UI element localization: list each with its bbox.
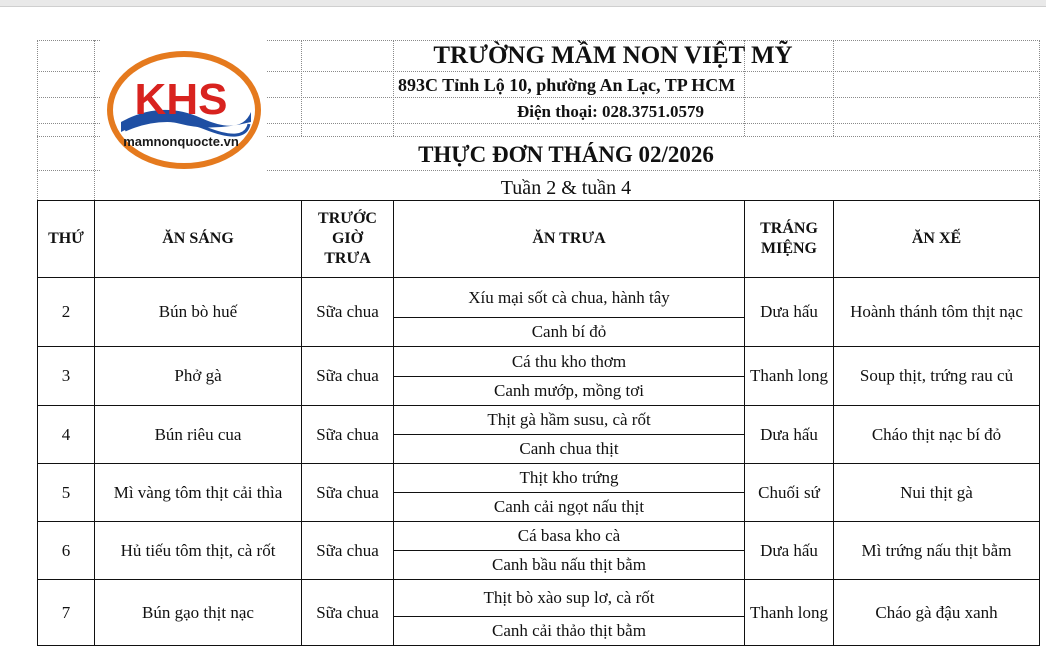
cell-lunch-soup: Canh cải ngọt nấu thịt <box>394 493 745 522</box>
cell-lunch-main: Xíu mại sốt cà chua, hành tây <box>394 278 745 318</box>
cell-snack: Cháo thịt nạc bí đỏ <box>834 406 1040 464</box>
cell-breakfast: Hủ tiếu tôm thịt, cà rốt <box>95 522 302 580</box>
cell-lunch-soup: Canh mướp, mồng tơi <box>394 377 745 406</box>
cell-day: 4 <box>38 406 95 464</box>
cell-before-lunch: Sữa chua <box>302 278 394 347</box>
cell-lunch-soup: Canh chua thịt <box>394 435 745 464</box>
cell-lunch-soup: Canh cải thảo thịt bằm <box>394 617 745 646</box>
cell-lunch-soup: Canh bầu nấu thịt bằm <box>394 551 745 580</box>
cell-dessert: Chuối sứ <box>745 464 834 522</box>
menu-week: Tuần 2 & tuần 4 <box>500 177 632 199</box>
col-breakfast: ĂN SÁNG <box>95 201 302 278</box>
cell-snack: Cháo gà đậu xanh <box>834 580 1040 646</box>
cell-lunch-main: Thịt kho trứng <box>394 464 745 493</box>
menu-title: THỰC ĐƠN THÁNG 02/2026 <box>418 142 714 167</box>
cell-dessert: Dưa hấu <box>745 522 834 580</box>
cell-lunch-main: Thịt bò xào sup lơ, cà rốt <box>394 580 745 617</box>
cell-lunch-main: Thịt gà hầm susu, cà rốt <box>394 406 745 435</box>
school-address: 893C Tỉnh Lộ 10, phường An Lạc, TP HCM <box>398 75 736 95</box>
cell-day: 2 <box>38 278 95 347</box>
table-header-row <box>38 201 1040 278</box>
cell-breakfast: Mì vàng tôm thịt cải thìa <box>95 464 302 522</box>
cell-snack: Hoành thánh tôm thịt nạc <box>834 278 1040 347</box>
cell-dessert: Thanh long <box>745 580 834 646</box>
table-row <box>38 580 1040 617</box>
cell-snack: Mì trứng nấu thịt bằm <box>834 522 1040 580</box>
col-dessert: TRÁNG MIỆNG <box>745 201 834 278</box>
col-snack: ĂN XẾ <box>834 201 1040 278</box>
cell-day: 7 <box>38 580 95 646</box>
school-phone: Điện thoại: 028.3751.0579 <box>517 102 704 121</box>
cell-day: 3 <box>38 347 95 406</box>
cell-before-lunch: Sữa chua <box>302 406 394 464</box>
table-row <box>38 347 1040 377</box>
cell-lunch-soup: Canh bí đỏ <box>394 318 745 347</box>
cell-before-lunch: Sữa chua <box>302 347 394 406</box>
cell-dessert: Dưa hấu <box>745 406 834 464</box>
school-name: TRƯỜNG MẦM NON VIỆT MỸ <box>433 42 793 69</box>
col-before-lunch: TRƯỚC GIỜ TRƯA <box>302 201 394 278</box>
svg-text:mamnonquocte.vn: mamnonquocte.vn <box>123 134 239 149</box>
school-logo <box>101 40 267 178</box>
cell-lunch-main: Cá basa kho cà <box>394 522 745 551</box>
cell-before-lunch: Sữa chua <box>302 580 394 646</box>
cell-day: 5 <box>38 464 95 522</box>
table-row <box>38 278 1040 318</box>
cell-snack: Nui thịt gà <box>834 464 1040 522</box>
table-row <box>38 406 1040 435</box>
col-day: THỨ <box>38 201 95 278</box>
cell-breakfast: Bún gạo thịt nạc <box>95 580 302 646</box>
col-lunch: ĂN TRƯA <box>394 201 745 278</box>
cell-dessert: Dưa hấu <box>745 278 834 347</box>
menu-table <box>37 200 1040 646</box>
svg-text:KHS: KHS <box>134 75 228 124</box>
cell-breakfast: Phở gà <box>95 347 302 406</box>
cell-breakfast: Bún bò huế <box>95 278 302 347</box>
cell-day: 6 <box>38 522 95 580</box>
table-row <box>38 522 1040 551</box>
cell-breakfast: Bún riêu cua <box>95 406 302 464</box>
cell-dessert: Thanh long <box>745 347 834 406</box>
cell-snack: Soup thịt, trứng rau củ <box>834 347 1040 406</box>
window-top-edge <box>0 0 1046 7</box>
table-row <box>38 464 1040 493</box>
cell-before-lunch: Sữa chua <box>302 464 394 522</box>
cell-before-lunch: Sữa chua <box>302 522 394 580</box>
cell-lunch-main: Cá thu kho thơm <box>394 347 745 377</box>
